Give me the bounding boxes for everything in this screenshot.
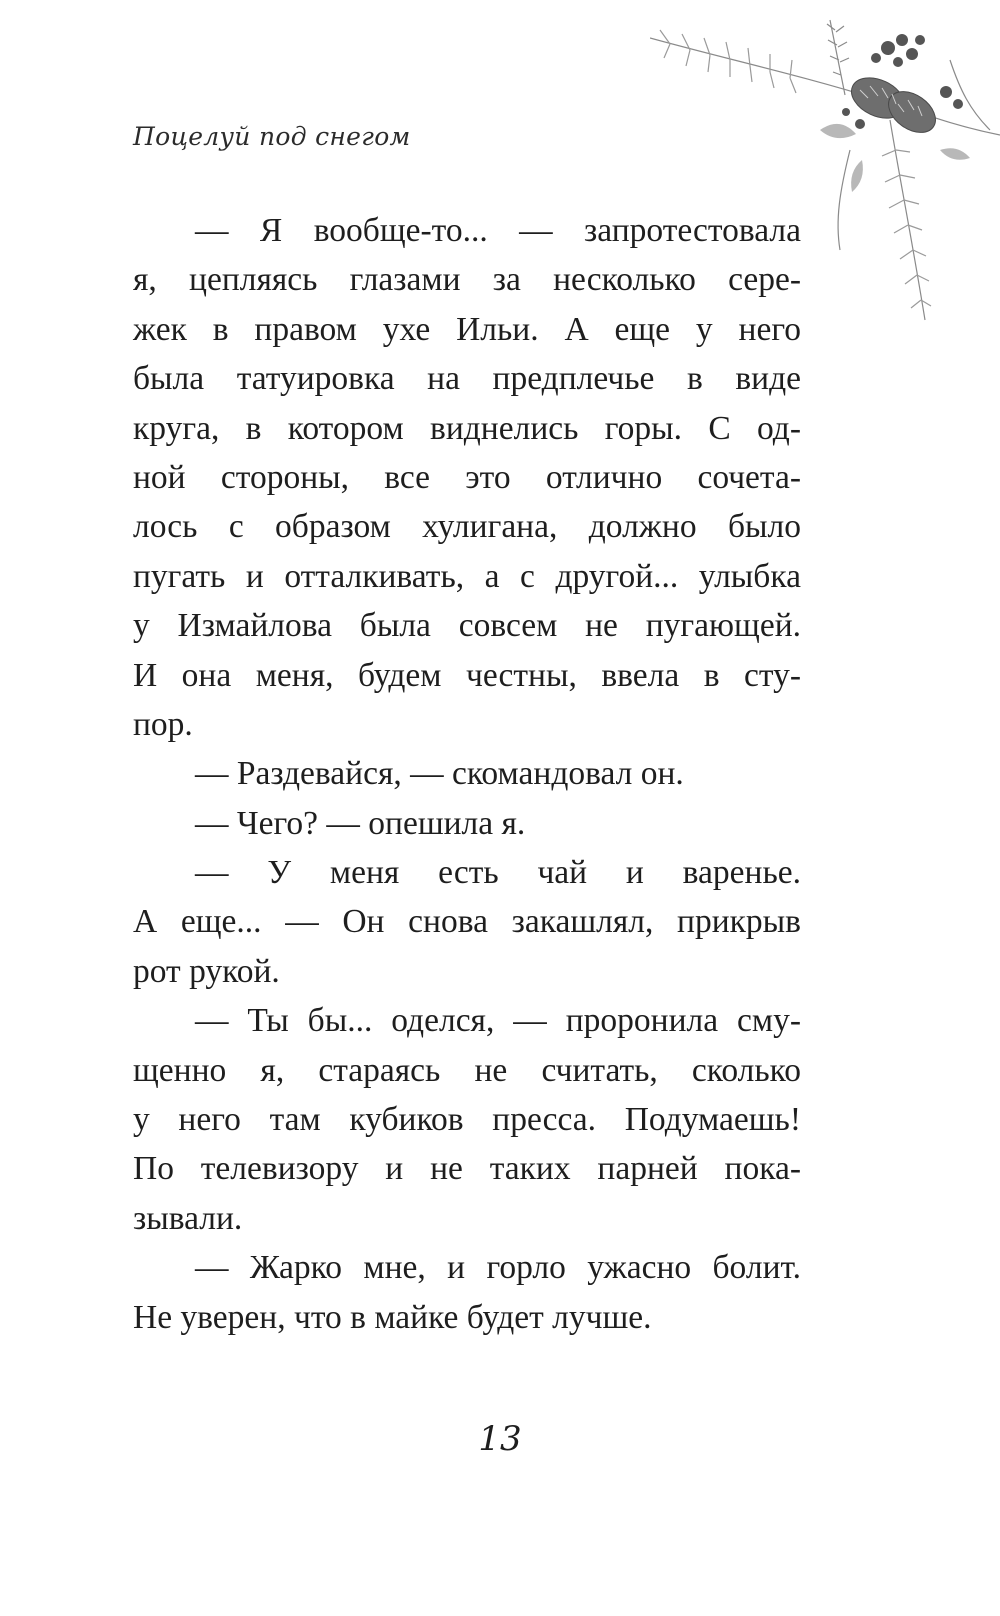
text-line: — У меня есть чай и варенье. xyxy=(195,854,801,892)
text-line: зывали. xyxy=(133,1199,243,1237)
text-line: И она меня, будем честны, ввела в сту- xyxy=(133,656,801,694)
text-line: лось с образом хулигана, должно было xyxy=(133,508,801,546)
text-line: рот рукой. xyxy=(133,952,280,990)
text-line: пугать и отталкивать, а с другой... улыбка xyxy=(133,557,801,595)
text-line: — Жарко мне, и горло ужасно болит. xyxy=(195,1249,801,1287)
text-line: — Я вообще-то... — запротестовала xyxy=(195,212,801,249)
text-line: жек в правом ухе Ильи. А еще у него xyxy=(133,310,801,348)
text-line: По телевизору и не таких парней пока- xyxy=(133,1150,801,1188)
text-line: у Измайлова была совсем не пугающей. xyxy=(133,607,801,645)
page-number: 13 xyxy=(478,1419,522,1459)
text-line: была татуировка на предплечье в виде xyxy=(133,360,801,398)
text-line: ной стороны, все это отлично сочета- xyxy=(133,458,801,496)
running-title: Поцелуй под снегом xyxy=(133,122,411,151)
text-line: я, цепляясь глазами за несколько сере- xyxy=(133,261,801,299)
text-line: — Чего? — опешила я. xyxy=(195,804,526,842)
text-line: — Ты бы... оделся, — проронила сму- xyxy=(195,1002,801,1040)
text-line: круга, в котором виднелись горы. С од- xyxy=(133,409,801,447)
text-line: пор. xyxy=(133,705,193,743)
text-line: у него там кубиков пресса. Подумаешь! xyxy=(133,1101,801,1139)
text-line: — Раздевайся, — скомандовал он. xyxy=(195,755,684,793)
text-line: А еще... — Он снова закашлял, прикрыв xyxy=(133,903,801,941)
body-text xyxy=(133,206,801,1342)
text-line: Не уверен, что в майке будет лучше. xyxy=(133,1298,652,1336)
text-line: щенно я, стараясь не считать, сколько xyxy=(133,1051,801,1089)
